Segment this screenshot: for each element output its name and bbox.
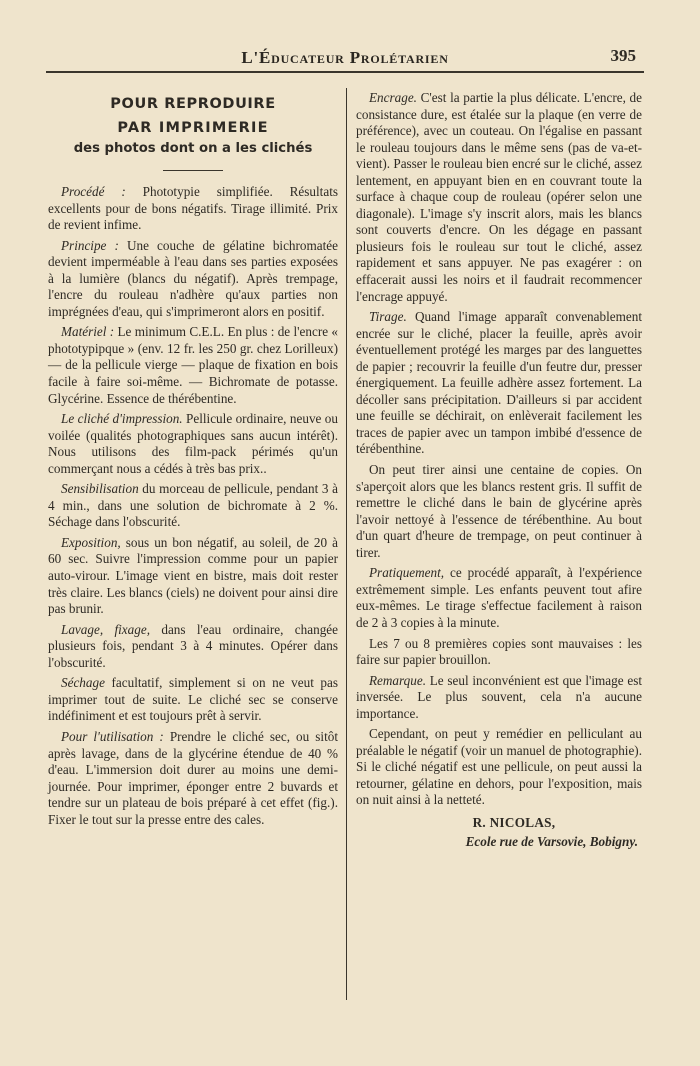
left-paragraph [48,184,338,234]
paragraph-text: Phototypie simplifiée. Résultats excellents pour de bons négatifs. Tirage illimité. Prix de revient infime. [48,184,338,233]
article-title-line1: POUR REPRODUIRE [110,96,276,112]
paragraph-keyword: Tirage. [369,309,407,325]
paragraph-keyword: Séchage [61,675,105,691]
paragraph-text: Pellicule ordinaire, neuve ou voilée (qualités photographiques sans aucun intérêt). Nous utilisons des film-pack périmés qu'un commerçant nous a cédés à très bas prix.. [48,411,338,476]
left-paragraph [48,675,338,725]
paragraph-text: Le seul inconvénient est que l'image est inversée. Le plus souvent, cela n'a aucune importance. [356,672,642,721]
journal-title: L'Éducateur Prolétarien [241,48,449,67]
title-rule [163,170,223,171]
paragraph-text: On peut tirer ainsi une centaine de copies. On s'aperçoit alors que les blancs restent gris. Il suffit de remettre le cliché dans le bain de glycérine après l'avoir nettoyé à l'essence de térébenthine. Au bout d'un quart d'heure de trempage, on peut continuer à tirer. [356,462,642,560]
paragraph-text: Prendre le cliché sec, ou sitôt après lavage, dans de la glycérine étendue de 40 % d'eau. L'immersion doit durer au moins une demi-journée. Pour imprimer, éponger entre 2 buvards et tendre sur un plateau de bois préparé à cet effet (fig.). Fixer le tout sur la presse entre des cales. [48,728,338,827]
paragraph-keyword: Pour l'utilisation : [61,728,164,744]
paragraph-keyword: Pratiquement, [369,565,445,581]
left-column-body [48,184,338,828]
left-paragraph [48,481,338,531]
paragraph-text: C'est la partie la plus délicate. L'encre, de consistance dure, est étalée sur la plaque (en verre de préférence), avec un couteau. On l'égalise en passant le rouleau toujours dans le même sens (pas de va-et-vient). Passer le rouleau bien encré sur le cliché, assez lentement, en appuyant bien en en couvrant toute la surface à chaque coup de rouleau (opérer selon une diagonale). L'image s'y inscrit alors, mais les blancs sont couverts d'encre. On les dégage en passant plusieurs fois le rouleau sur tout le cliché, assez rapidement et sans appuyer. Ne pas exagérer : on effacerait aussi les noirs et il faudrait recommencer l'encrage appuyé. [356,90,642,304]
paragraph-text: Cependant, on peut y remédier en pelliculant au préalable le négatif (voir un manuel de photographie). Si le cliché négatif est une pellicule, on peut aussi la retourner, gélatine en dehors, pour l'exposition, mais on nuit ainsi à la netteté. [356,726,642,808]
left-paragraph [48,324,338,407]
paragraph-keyword: Remarque. [369,672,427,688]
paragraph-text: sous un bon négatif, au soleil, de 20 à 60 sec. Suivre l'impression comme pour un papier auto-virour. L'image vient en bistre, mais doit rester très claire. Les blancs (ciels) ne doivent pour ainsi dire pas brunir. [48,534,338,617]
left-paragraph [48,729,338,828]
right-column-body [356,90,642,809]
paragraph-keyword: Exposition, [61,534,121,550]
paragraph-text: Le minimum C.E.L. En plus : de l'encre « phototypipque » (env. 12 fr. les 250 gr. chez Lorilleux) — de la pellicule vierge — plaque de fixation en bois facile à faire soi-même. — Bichromate de potasse. Glycérine. Essence de thérébentine. [48,324,338,406]
paragraph-text: Les 7 ou 8 premières copies sont mauvaises : les faire sur papier brouillon. [356,635,642,668]
paragraph-text: dans l'eau ordinaire, changée plusieurs fois, pendant 3 à 4 minutes. Opérer dans l'obscurité. [48,621,339,670]
article-title-line2: PAR IMPRIMERIE [117,120,269,136]
paragraph-keyword: Principe : [61,237,119,253]
paragraph-text: facultatif, simplement si on ne veut pas imprimer tout de suite. Le cliché sec se conserve indéfiniment et est toujours prêt à servir. [48,675,338,724]
paragraph-keyword: Encrage. [369,90,417,105]
right-paragraph [356,309,642,458]
right-paragraph [356,565,642,631]
right-paragraph [356,90,642,305]
page-number: 395 [610,46,636,65]
right-paragraph [356,462,642,561]
paragraph-keyword: Procédé : [61,184,126,199]
author-address: Ecole rue de Varsovie, Bobigny. [465,833,638,849]
right-paragraph [356,673,642,723]
paragraph-keyword: Sensibilisation [61,481,139,497]
left-paragraph [48,411,338,477]
paragraph-keyword: Le cliché d'impression. [61,411,183,427]
left-paragraph [48,238,338,321]
column-divider [346,88,347,1000]
header-rule [46,71,644,73]
author-signature: R. NICOLAS, [472,814,556,830]
paragraph-text: ce procédé apparaît, à l'expérience extrêmement simple. Les enfants peuvent tout afire eux-mêmes. Le tirage s'effectue facilement à raison de 2 à 3 copies à la minute. [356,565,642,630]
left-paragraph [48,535,338,618]
left-paragraph [48,622,338,672]
right-paragraph [356,726,642,809]
paragraph-keyword: Matériel : [61,324,115,340]
paragraph-text: Quand l'image apparaît convenablement encrée sur le cliché, placer la feuille, après avoir éventuellement protégé les marges par des languettes de papier ; recouvrir la feuille d'un feutre dur, presser énergiquement. La feuille adhère assez fortement. La décoller sans précipitation. D'ailleurs si par accident une feuille se déchirait, on enlèverait facilement les traces de papier avec un tampon imbibé d'essence de térébenthine. [356,309,642,457]
running-header [46,44,644,72]
right-paragraph [356,636,642,669]
paragraph-text: Une couche de gélatine bichromatée devient imperméable à l'eau dans ses parties exposées à la lumière (blancs du négatif). Après trempage, l'encre du rouleau n'adhère qu'aux parties non imprégnées d'eau, qui s'imprimeront alors en positif. [48,237,338,319]
left-column [48,90,338,828]
paragraph-keyword: Lavage, fixage, [61,621,150,637]
paragraph-text: du morceau de pellicule, pendant 3 à 4 min., dans une solution de bichromate à 2 %. Séchage dans l'obscurité. [48,481,338,530]
article-subtitle: des photos dont on a les clichés [73,141,313,156]
right-column [356,90,642,850]
